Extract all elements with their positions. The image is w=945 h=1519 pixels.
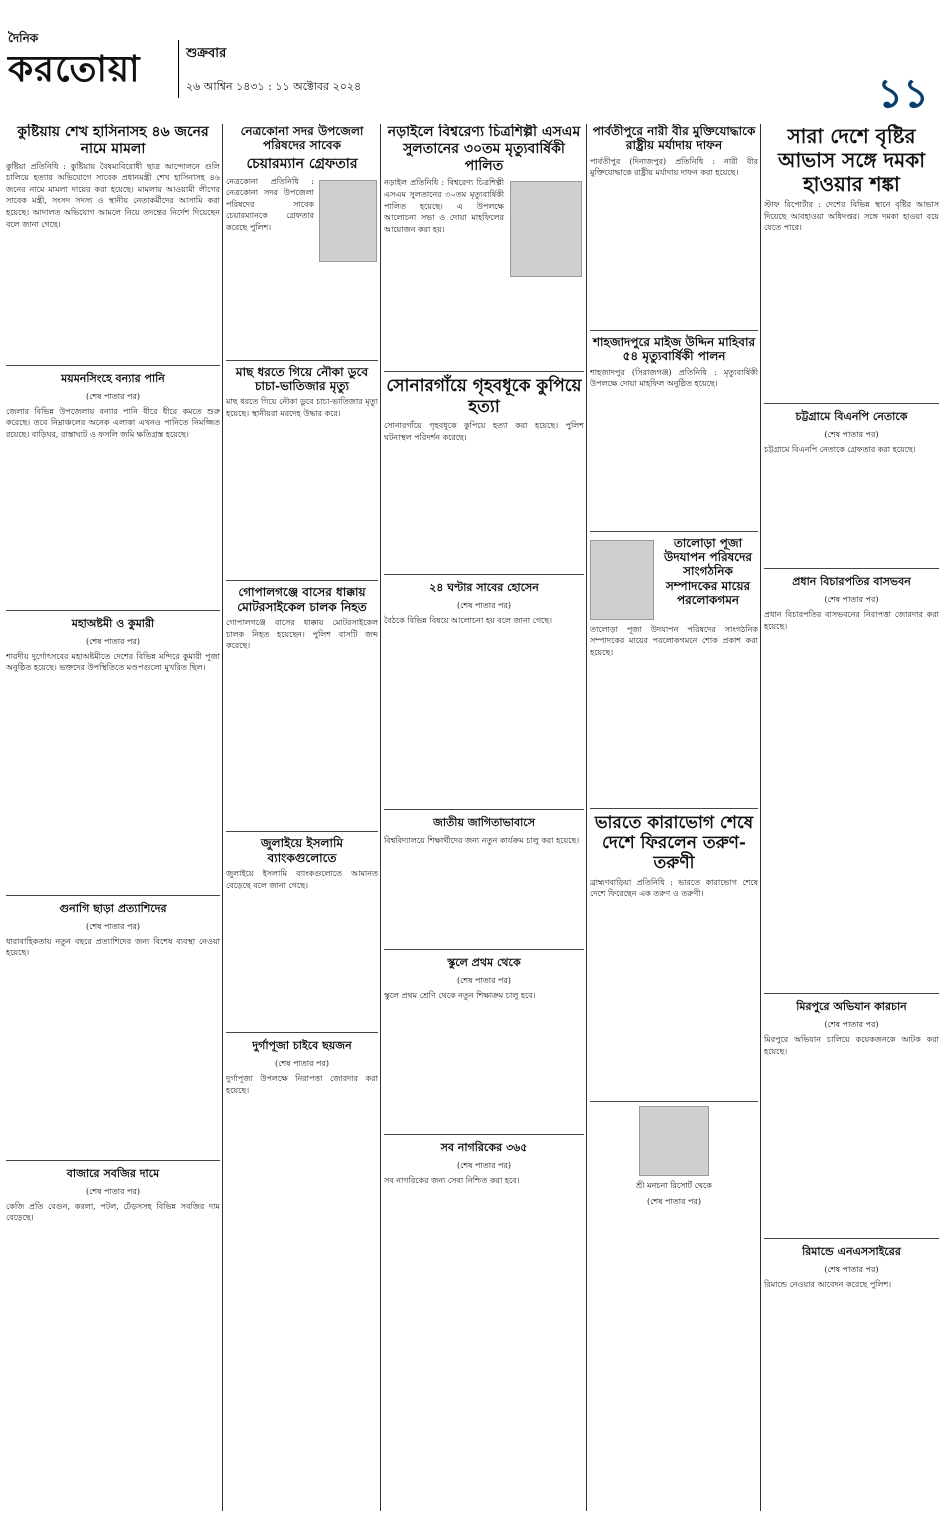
- article-body: জেলার বিভিন্ন উপজেলায় বন্যার পানি ধীরে ধীরে কমতে শুরু করেছে। তবে নিম্নাঞ্চলের অনেক এলাকা এখনও পানিতে নিমজ্জিত রয়েছে। বাড়িঘর, রাস্তাঘাট ও ফসলি জমি ক্ষতিগ্রস্ত হয়েছে।: [6, 406, 220, 439]
- headline: কুষ্টিয়ায় শেখ হাসিনাসহ ৪৬ জনের নামে মামলা: [17, 124, 209, 157]
- headline: চট্টগ্রামে বিএনপি নেতাকে: [795, 410, 908, 423]
- headline: গুনাগি ছাড়া প্রত্যাশিদের: [59, 901, 167, 915]
- article-body: স্টাফ রিপোর্টার : দেশের বিভিন্ন স্থানে বৃষ্টির আভাস দিয়েছে আবহাওয়া অধিদপ্তর। সঙ্গে দমকা হাওয়া বয়ে যেতে পারে।: [764, 200, 939, 233]
- continued-label: (শেষ পাতার পর): [456, 976, 512, 986]
- portrait-photo: [639, 1106, 709, 1176]
- column-4: [590, 124, 758, 1511]
- headline: সোনারগাঁয়ে গৃহবধূকে কুপিয়ে হত্যা: [386, 376, 582, 417]
- article-body: মিরপুরে অভিযান চালিয়ে কয়েকজনকে আটক করা হয়েছে।: [764, 1035, 939, 1056]
- headline: পার্বতীপুরে নারী বীর মুক্তিযোদ্ধাকে রাষ্ট্রীয় মর্যাদায় দাফন: [592, 124, 756, 153]
- column-3: [384, 124, 584, 1511]
- article-body: তালোড়া পূজা উদযাপন পরিষদের সাংগঠনিক সম্পাদকের মায়ের পরলোকগমনে শোক প্রকাশ করা হয়েছে।: [590, 624, 758, 657]
- continued-label: (শেষ পাতার পর): [646, 1196, 702, 1206]
- headline: নেত্রকোনা সদর উপজেলা পরিষদের সাবেক: [240, 124, 364, 153]
- article-body: কেজি প্রতি বেগুন, করলা, পটল, ঢেঁড়সসহ বিভিন্ন সবজির দাম বেড়েছে।: [6, 1201, 220, 1223]
- headline: দুর্গাপূজা চাইবে ছয়জন: [252, 1038, 352, 1052]
- headline: গোপালগঞ্জে বাসের ধাক্কায় মোটরসাইকেল চালক নিহত: [237, 585, 367, 614]
- column-1: [6, 124, 220, 1511]
- article-body: নড়াইল প্রতিনিধি : বিশ্বরেণ্য চিত্রশিল্পী এসএম সুলতানের ৩০তম মৃত্যুবার্ষিকী পালিত হয়েছে। এ উপলক্ষে আলোচনা সভা ও দোয়া মাহফিলের আয়োজন করা হয়।: [384, 178, 504, 234]
- masthead: [0, 0, 945, 118]
- article-body: প্রধান বিচারপতির বাসভবনের নিরাপত্তা জোরদার করা হয়েছে।: [764, 610, 939, 631]
- headline: শাহজাদপুরে মাইজ উদ্দিন মাহিবার ৫৪ মৃত্যুবার্ষিকী পালন: [592, 334, 756, 364]
- column-divider: [760, 124, 761, 1511]
- portrait-photo: [590, 540, 654, 620]
- headline: বাজারে সবজির দামে: [66, 1166, 160, 1180]
- article-body: মাছ ধরতে গিয়ে নৌকা ডুবে চাচা-ভাতিজার মৃত্যু হয়েছে। স্থানীয়রা মরদেহ উদ্ধার করে।: [226, 397, 378, 418]
- continued-label: (শেষ পাতার পর): [85, 391, 141, 401]
- headline: মাছ ধরতে গিয়ে নৌকা ডুবে চাচা-ভাতিজার মৃত্যু: [235, 364, 369, 393]
- article-body: কুষ্টিয়া প্রতিনিধি : কুষ্টিয়ায় বৈষম্যবিরোধী ছাত্র আন্দোলনে গুলি চালিয়ে হত্যার অভিযোগে সাবেক প্রধানমন্ত্রী শেখ হাসিনাসহ ৪৬ জনের নামে মামলা দায়ের করা হয়েছে। মামলায় আওয়ামী লীগের সাবেক মন্ত্রী, সংসদ সদস্য ও স্থানীয় নেতাকর্মীদের আসামি করা হয়েছে। আদালত অভিযোগ আমলে নিয়ে তদন্তের নির্দেশ দিয়েছেন বলে জানা গেছে।: [6, 161, 220, 229]
- headline: ২৪ ঘণ্টার সাবের হোসেন: [429, 581, 539, 595]
- headline: জাতীয় জাগিতাভাবাসে: [433, 816, 535, 830]
- page-number: ১১: [877, 71, 929, 117]
- article-body: সোনারগাঁয়ে গৃহবধূকে কুপিয়ে হত্যা করা হয়েছে। পুলিশ ঘটনাস্থল পরিদর্শন করেছে।: [384, 421, 584, 442]
- article-body: গোপালগঞ্জে বাসের ধাক্কায় মোটরসাইকেল চালক নিহত হয়েছেন। পুলিশ বাসটি জব্দ করেছে।: [226, 618, 378, 651]
- continued-label: (শেষ পাতার পর): [824, 1020, 879, 1029]
- article-body: পার্বতীপুর (দিনাজপুর) প্রতিনিধি : নারী বীর মুক্তিযোদ্ধাকে রাষ্ট্রীয় মর্যাদায় দাফন করা হয়েছে।: [590, 156, 758, 178]
- masthead-divider: [178, 40, 179, 98]
- continued-label: (শেষ পাতার পর): [85, 921, 141, 931]
- article-body: চট্টগ্রামে বিএনপি নেতাকে গ্রেফতার করা হয়েছে।: [764, 445, 916, 454]
- column-5: [764, 124, 939, 1511]
- article-body: সব নাগরিকের জন্য সেবা নিশ্চিত করা হবে।: [384, 1176, 520, 1186]
- column-divider: [586, 124, 587, 1511]
- headline: সারা দেশে বৃষ্টির আভাস সঙ্গে দমকা হাওয়ার শঙ্কা: [777, 124, 926, 196]
- continued-label: (শেষ পাতার পর): [85, 1186, 141, 1196]
- headline: তালোড়া পূজা উদযাপন পরিষদের সাংগঠনিক সম্পাদকের মায়ের পরলোকগমন: [663, 535, 753, 608]
- article-body: দুর্গাপূজা উপলক্ষে নিরাপত্তা জোরদার করা হয়েছে।: [226, 1073, 378, 1095]
- article-body: নেত্রকোনা প্রতিনিধি : নেত্রকোনা সদর উপজেলা পরিষদের সাবেক চেয়ারম্যানকে গ্রেফতার করেছে পুলিশ।: [226, 176, 314, 232]
- article-body: বৈঠকে বিভিন্ন বিষয়ে আলোচনা হয় বলে জানা গেছে।: [384, 616, 552, 626]
- headline: জুলাইয়ে ইসলামি ব্যাংকগুলোতে: [260, 836, 344, 865]
- headline: ময়মনসিংহে বন্যার পানি: [61, 371, 165, 385]
- logo-small: দৈনিক: [8, 31, 39, 45]
- continued-label: (শেষ পাতার পর): [824, 1265, 879, 1274]
- photo-caption: শ্রী মনচনা রিসোর্ট থেকে: [636, 1180, 712, 1190]
- article-body: ব্রাহ্মণবাড়িয়া প্রতিনিধি : ভারতে কারাভোগ শেষে দেশে ফিরেছেন এক তরুণ ও তরুণী।: [590, 877, 758, 899]
- continued-label: (শেষ পাতার পর): [274, 1058, 330, 1068]
- article-body: জুলাইয়ে ইসলামি ব্যাংকগুলোতে আমানত বেড়েছে বলে জানা গেছে।: [226, 868, 378, 890]
- headline: ভারতে কারাভোগ শেষে দেশে ফিরলেন তরুণ-তরুণী: [594, 812, 754, 874]
- continued-label: (শেষ পাতার পর): [456, 601, 512, 611]
- continued-label: (শেষ পাতার পর): [824, 595, 879, 604]
- headline: প্রধান বিচারপতির বাসভবন: [792, 575, 911, 588]
- continued-label: (শেষ পাতার পর): [824, 430, 879, 439]
- article-body: ধারাবাহিকতায় নতুন বছরে প্রত্যাশিদের জন্য বিশেষ ব্যবস্থা নেওয়া হয়েছে।: [6, 936, 220, 958]
- continued-label: (শেষ পাতার পর): [456, 1161, 512, 1171]
- portrait-photo: [319, 180, 377, 262]
- issue-date: ২৬ আশ্বিন ১৪৩১ : ১১ অক্টোবর ২০২৪: [186, 80, 362, 93]
- headline: রিমান্ডে এনএসসাইরের: [802, 1245, 901, 1258]
- headline: স্কুলে প্রথম থেকে: [447, 956, 521, 970]
- issue-day: শুক্রবার: [186, 46, 227, 61]
- headline: মিরপুরে অভিযান কারচান: [796, 1000, 907, 1013]
- column-divider: [380, 124, 381, 1511]
- article-body: রিমান্ডে নেওয়ার আবেদন করেছে পুলিশ।: [764, 1280, 892, 1289]
- headline: মহাঅষ্টমী ও কুমারী: [71, 616, 155, 630]
- portrait-photo: [510, 181, 582, 277]
- column-2: [226, 124, 378, 1511]
- column-divider: [222, 124, 223, 1511]
- headline: চেয়ারম্যান গ্রেফতার: [246, 155, 358, 172]
- headline: সব নাগরিকের ৩৬৫: [440, 1141, 528, 1155]
- article-body: বিশ্ববিদ্যালয়ে শিক্ষার্থীদের জন্য নতুন কার্যক্রম চালু করা হয়েছে।: [384, 836, 580, 846]
- article-body: শাহজাদপুর (সিরাজগঞ্জ) প্রতিনিধি : মৃত্যুবার্ষিকী উপলক্ষে দোয়া মাহফিল অনুষ্ঠিত হয়েছে।: [590, 367, 758, 389]
- article-body: স্কুলে প্রথম শ্রেণি থেকে নতুন শিক্ষাক্রম চালু হবে।: [384, 991, 536, 1001]
- article-body: শারদীয় দুর্গোৎসবের মহাঅষ্টমীতে দেশের বিভিন্ন মন্দিরে কুমারী পূজা অনুষ্ঠিত হয়েছে। ভক্তদের উপস্থিতিতে মণ্ডপগুলো মুখরিত ছিল।: [6, 651, 220, 673]
- headline: নড়াইলে বিশ্বরেণ্য চিত্রশিল্পী এসএম সুলতানের ৩০তম মৃত্যুবার্ষিকী পালিত: [387, 124, 581, 174]
- newspaper-logo: করতোয়া: [8, 49, 141, 90]
- continued-label: (শেষ পাতার পর): [85, 636, 141, 646]
